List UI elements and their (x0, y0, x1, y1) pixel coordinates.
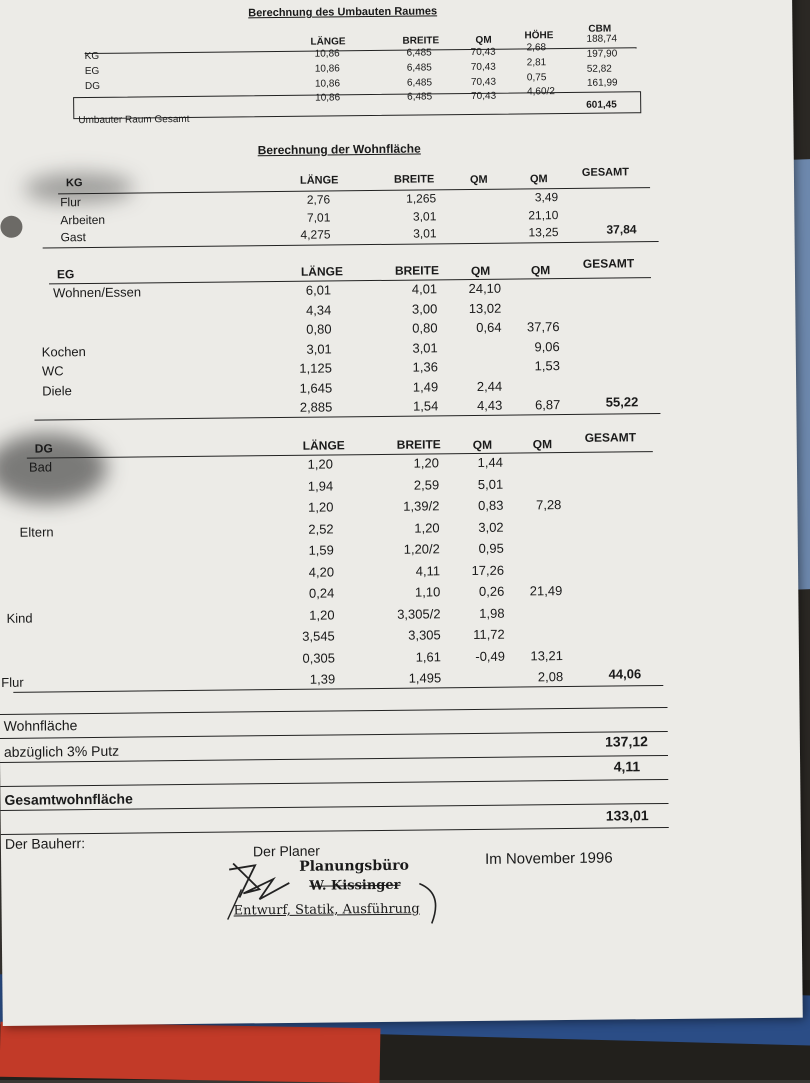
section-total-kg: 37,84 (582, 222, 636, 237)
header-gesamt: GESAMT (582, 166, 629, 178)
row-label: EG (85, 66, 100, 77)
header-laenge: LÄNGE (310, 36, 345, 47)
header-gesamt: GESAMT (583, 256, 634, 271)
cell-breite: 1,61 (397, 649, 441, 664)
cell-laenge: 1,94 (297, 478, 333, 493)
cell-qm: -0,49 (469, 648, 505, 663)
cell-qm: 70,43 (471, 76, 496, 87)
row-label: Arbeiten (60, 212, 105, 226)
cell-breite: 6,485 (407, 92, 432, 103)
cell-breite: 1,54 (394, 398, 438, 413)
finger-shadow (0, 433, 107, 504)
row-label: Eltern (20, 524, 54, 539)
punch-hole (0, 216, 22, 238)
cell-laenge: 0,24 (298, 585, 334, 600)
section-total-dg: 44,06 (587, 666, 641, 682)
header-gesamt: GESAMT (585, 430, 636, 445)
divider (85, 47, 637, 54)
cell-hoehe: 4,60/2 (527, 87, 555, 98)
cell-breite: 3,01 (392, 209, 436, 223)
putz-value: 4,11 (560, 758, 640, 775)
header-qm: QM (470, 174, 488, 186)
cell-qm: 70,43 (471, 47, 496, 58)
stamp-line1: Planungsbüro (299, 858, 409, 875)
cell-qm-sum: 9,06 (524, 339, 560, 354)
cell-laenge: 1,20 (297, 499, 333, 514)
header-qm: QM (475, 35, 491, 46)
header-qm-sum: QM (533, 437, 552, 451)
cell-qm: 4,43 (466, 398, 502, 413)
divider (34, 413, 660, 421)
cell-breite: 1,49 (394, 379, 438, 394)
row-label: WC (42, 363, 64, 378)
header-breite: BREITE (395, 263, 439, 277)
cell-laenge: 1,125 (296, 360, 332, 375)
cell-laenge: 1,645 (296, 380, 332, 395)
cell-laenge: 2,52 (298, 521, 334, 536)
cell-qm: 24,10 (465, 281, 501, 296)
cell-qm: 70,43 (471, 62, 496, 73)
cell-qm-sum: 13,25 (522, 225, 558, 239)
cell-breite: 1,36 (394, 359, 438, 374)
cell-qm: 5,01 (467, 476, 503, 491)
cell-cbm: 188,74 (586, 33, 617, 44)
divider (0, 707, 668, 715)
total-label: Umbauter Raum Gesamt (78, 114, 189, 126)
header-hoehe: HÖHE (524, 30, 553, 41)
divider (1, 827, 669, 835)
cell-laenge: 10,86 (315, 78, 340, 89)
row-label: KG (85, 51, 100, 62)
cell-qm-sum: 2,08 (527, 669, 563, 684)
section-label-eg: EG (57, 267, 74, 281)
cell-qm-sum: 3,49 (522, 190, 558, 204)
divider (43, 241, 659, 248)
cell-laenge: 0,305 (299, 650, 335, 665)
wohnflaeche-value: 137,12 (560, 733, 648, 750)
cell-laenge: 7,01 (294, 210, 330, 224)
row-label: Bad (29, 459, 52, 474)
wohnflaeche-title: Berechnung der Wohnfläche (258, 142, 421, 158)
stamp-line2: W. Kissinger (309, 878, 400, 894)
cell-laenge: 2,885 (296, 399, 332, 414)
divider (49, 277, 651, 284)
header-laenge: LÄNGE (301, 264, 343, 278)
cell-laenge: 1,20 (298, 607, 334, 622)
header-qm-sum: QM (531, 263, 550, 277)
cell-laenge: 1,39 (299, 671, 335, 686)
cell-qm-sum: 6,87 (524, 397, 560, 412)
cell-laenge: 3,545 (299, 628, 335, 643)
cell-laenge: 4,34 (295, 302, 331, 317)
cell-qm-sum: 21,49 (526, 583, 562, 598)
header-qm: QM (471, 264, 490, 278)
header-laenge: LÄNGE (300, 174, 339, 186)
cell-qm: 1,44 (467, 455, 503, 470)
header-qm: QM (473, 438, 492, 452)
section-label-kg: KG (66, 177, 83, 189)
row-label: Wohnen/Essen (53, 284, 141, 300)
wohnflaeche-label: Wohnfläche (4, 717, 78, 734)
cell-breite: 3,01 (394, 340, 438, 355)
cell-laenge: 4,20 (298, 564, 334, 579)
row-label: Diele (42, 383, 72, 398)
cell-cbm: 52,82 (587, 63, 612, 74)
header-breite: BREITE (402, 35, 439, 46)
cell-qm-sum: 13,21 (527, 648, 563, 663)
cell-breite: 1,20 (396, 520, 440, 535)
cell-qm-sum: 7,28 (525, 497, 561, 512)
cell-laenge: 10,86 (315, 63, 340, 74)
header-breite: BREITE (394, 173, 434, 185)
gesamtwohnflaeche-label: Gesamtwohnfläche (4, 791, 133, 808)
cell-qm-sum: 37,76 (523, 319, 559, 334)
bauherr-label: Der Bauherr: (5, 835, 85, 852)
cell-cbm: 197,90 (587, 48, 618, 59)
cell-qm: 0,26 (468, 584, 504, 599)
cell-qm: 11,72 (469, 627, 505, 642)
cell-breite: 1,20/2 (396, 541, 440, 556)
cell-breite: 6,485 (407, 77, 432, 88)
umbauten-title: Berechnung des Umbauten Raumes (248, 5, 437, 19)
cell-laenge: 3,01 (296, 341, 332, 356)
section-total-eg: 55,22 (584, 394, 638, 410)
row-label: Kochen (42, 344, 86, 359)
cell-breite: 3,01 (392, 226, 436, 240)
cell-breite: 4,11 (396, 563, 440, 578)
cell-breite: 1,265 (392, 191, 436, 205)
header-qm-sum: QM (530, 173, 548, 185)
divider (13, 685, 663, 693)
stamp (219, 847, 450, 939)
cell-breite: 0,80 (393, 320, 437, 335)
planer-label: Der Planer (253, 843, 320, 860)
cell-breite: 3,00 (393, 301, 437, 316)
cell-laenge: 6,01 (295, 282, 331, 297)
cell-qm: 0,64 (465, 320, 501, 335)
cell-qm: 1,98 (468, 605, 504, 620)
cell-laenge: 0,80 (295, 321, 331, 336)
header-laenge: LÄNGE (303, 438, 345, 452)
cell-qm: 70,43 (471, 91, 496, 102)
row-label: Flur (60, 195, 81, 209)
header-cbm: CBM (588, 24, 611, 35)
cell-laenge: 10,86 (315, 93, 340, 104)
date-label: Im November 1996 (485, 850, 613, 868)
row-label: DG (85, 80, 100, 91)
stamp-line3: Entwurf, Statik, Ausführung (234, 902, 420, 919)
cell-qm: 17,26 (468, 562, 504, 577)
divider (58, 187, 650, 194)
cell-breite: 4,01 (393, 281, 437, 296)
divider (0, 779, 668, 787)
cell-cbm: 161,99 (587, 78, 618, 89)
cell-hoehe: 2,68 (527, 42, 547, 53)
cell-breite: 1,495 (397, 670, 441, 685)
cell-qm: 2,44 (466, 378, 502, 393)
cell-qm: 3,02 (468, 519, 504, 534)
row-label: Gast (60, 230, 85, 244)
cell-breite: 2,59 (395, 477, 439, 492)
cell-hoehe: 2,81 (527, 57, 547, 68)
cell-laenge: 1,59 (298, 542, 334, 557)
cell-qm: 0,95 (468, 541, 504, 556)
total-value: 601,45 (586, 99, 617, 110)
red-binder-edge (0, 1022, 380, 1083)
cell-breite: 3,305 (397, 627, 441, 642)
cell-laenge: 4,275 (294, 227, 330, 241)
cell-breite: 1,20 (395, 455, 439, 470)
cell-breite: 6,485 (407, 47, 432, 58)
cell-qm: 0,83 (467, 498, 503, 513)
row-label: Kind (6, 610, 32, 625)
cell-qm-sum: 21,10 (522, 208, 558, 222)
cell-qm-sum: 1,53 (524, 358, 560, 373)
cell-laenge: 2,76 (294, 192, 330, 206)
gesamtwohnflaeche-value: 133,01 (561, 807, 649, 824)
row-label: Flur (1, 675, 24, 690)
cell-laenge: 1,20 (297, 456, 333, 471)
cell-breite: 1,10 (396, 584, 440, 599)
header-breite: BREITE (397, 437, 441, 451)
cell-laenge: 10,86 (315, 48, 340, 59)
cell-breite: 3,305/2 (396, 606, 440, 621)
cell-breite: 1,39/2 (395, 498, 439, 513)
putz-label: abzüglich 3% Putz (4, 743, 119, 760)
cell-hoehe: 0,75 (527, 72, 547, 83)
cell-qm: 13,02 (465, 300, 501, 315)
section-label-dg: DG (35, 441, 53, 455)
cell-breite: 6,485 (407, 62, 432, 73)
